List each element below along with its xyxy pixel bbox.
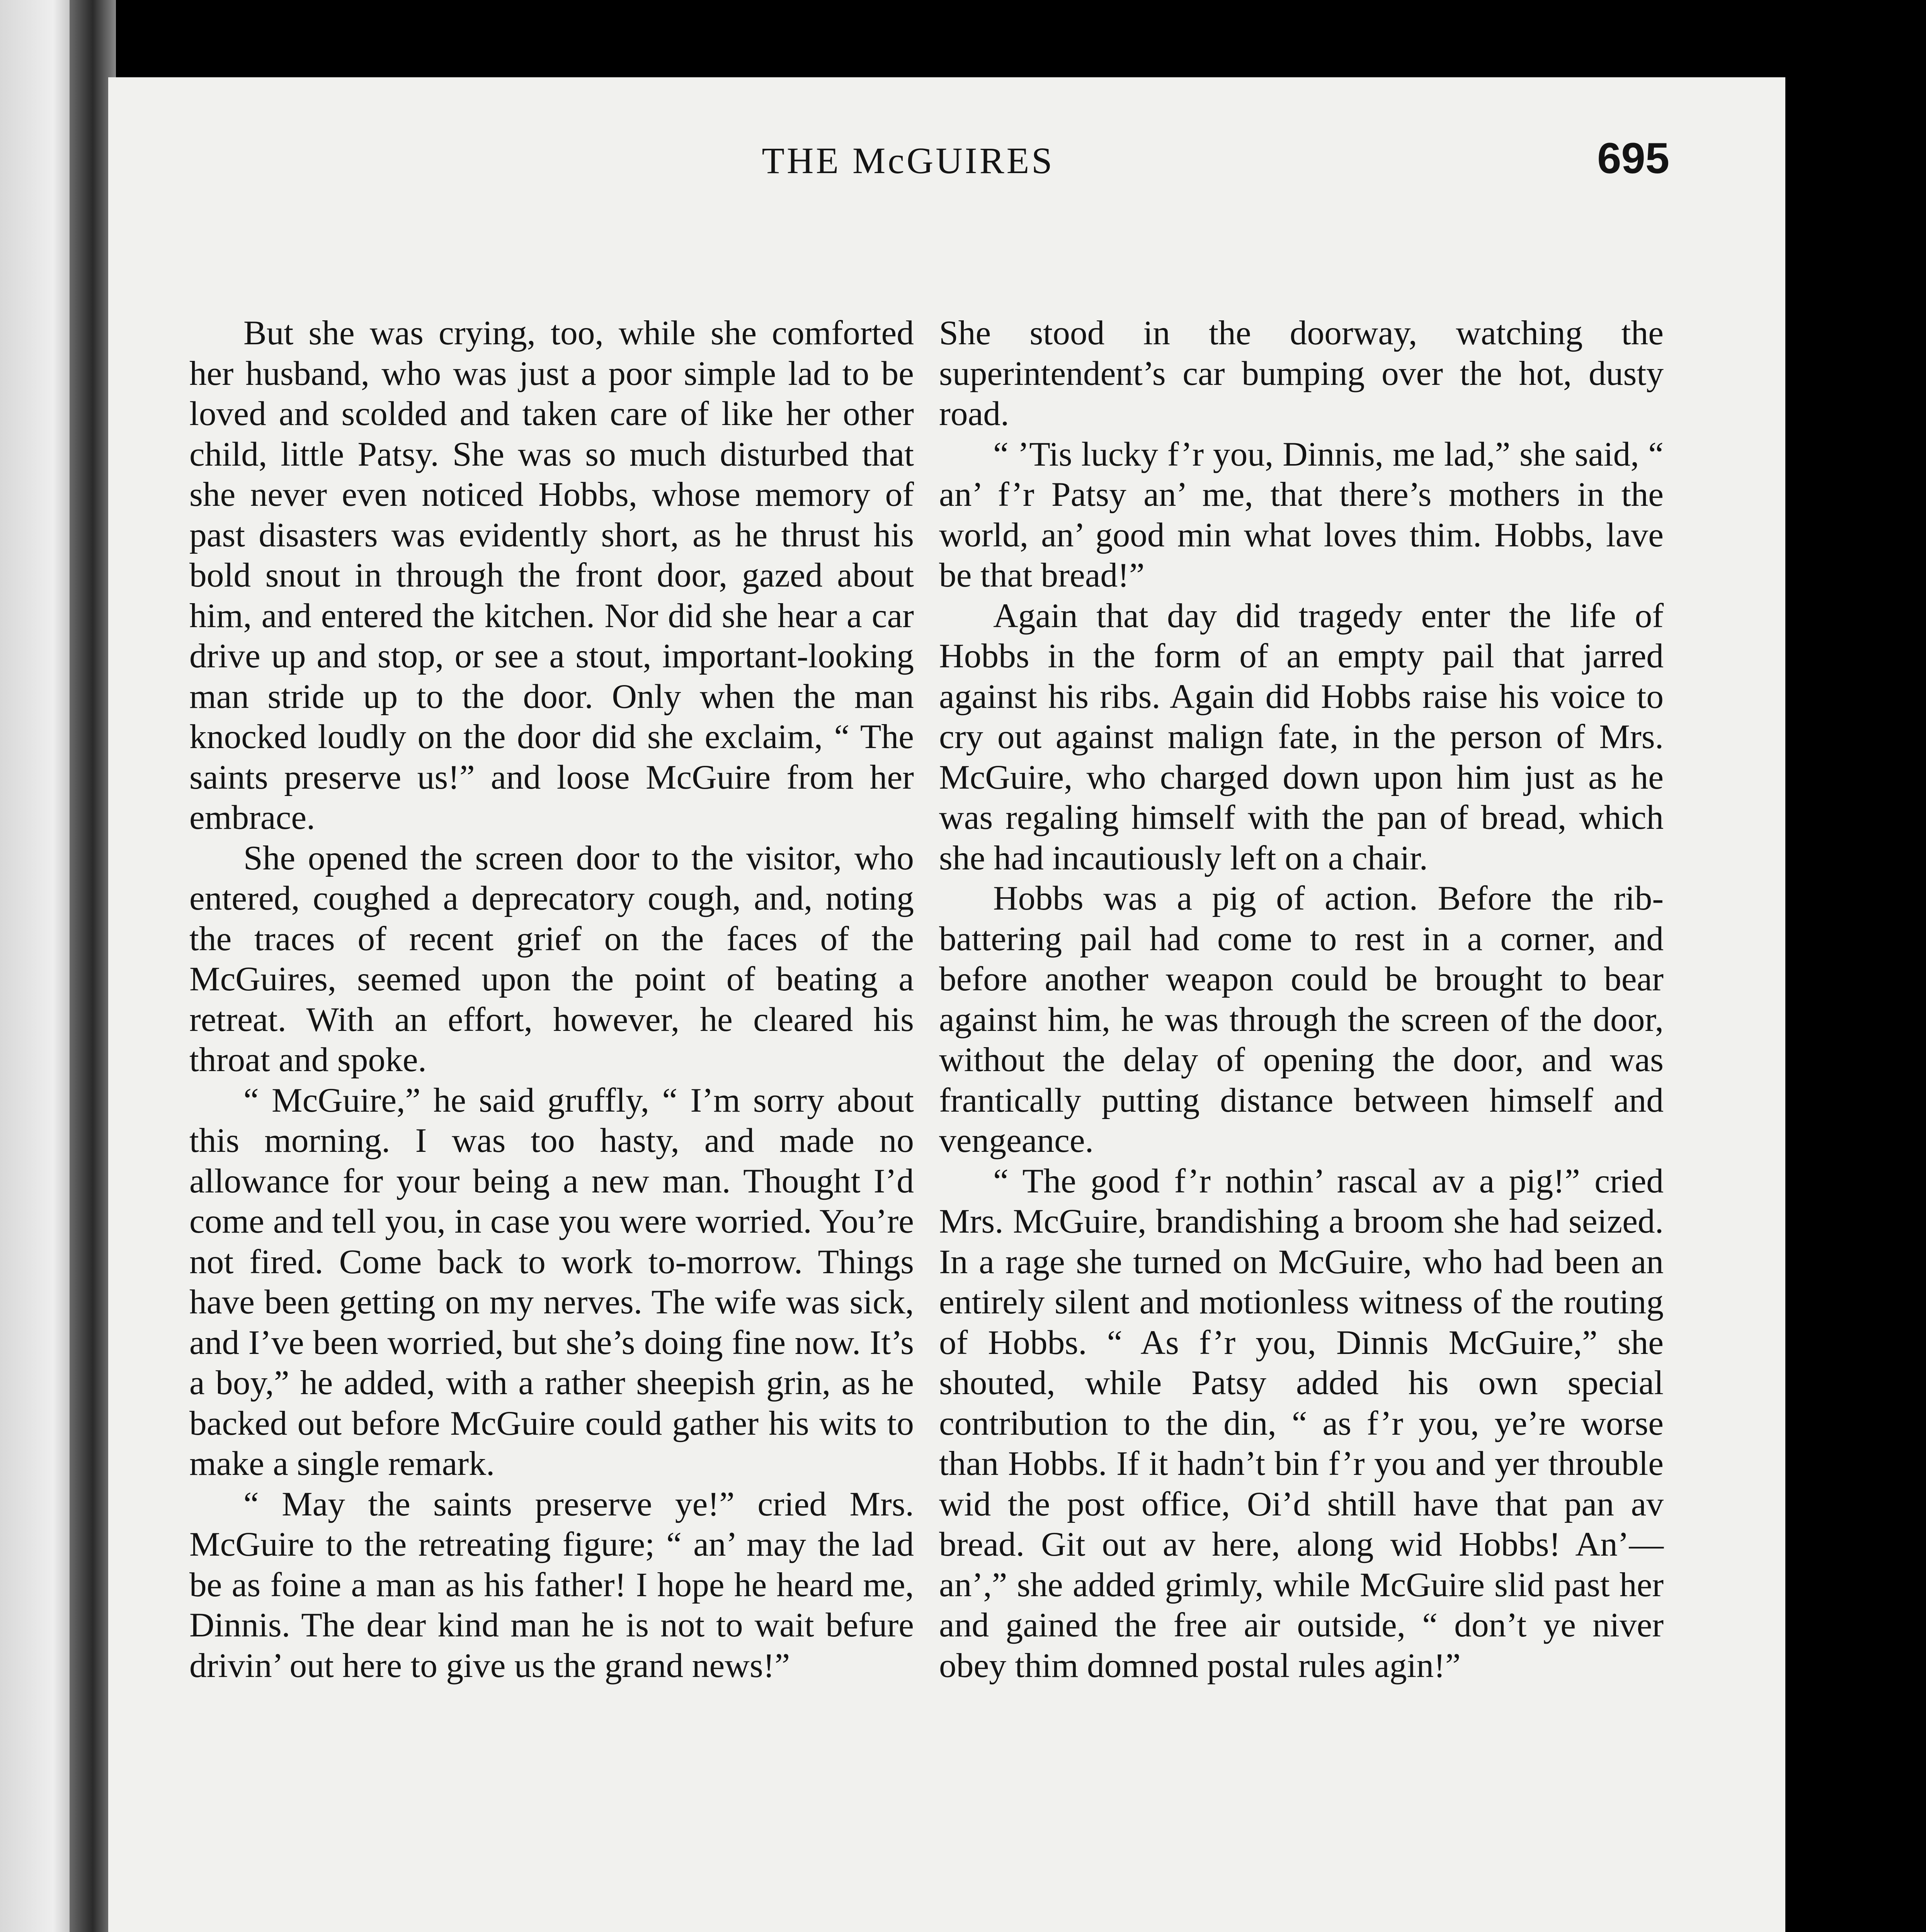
page-number: 695 [1597,134,1669,182]
paragraph: Again that day did tragedy enter the life of Hobbs in the form of an empty pail that jarred against his ribs. Again did Hobbs raise his voice to cry out against malign fate, in the person of Mrs. McGuire, who charged down upon him just as he was regaling himself with the pan of bread, which she had incautiously left on a chair. [939,596,1664,877]
paragraph: “ The good f’r nothin’ rascal av a pig!” cried Mrs. McGuire, brandishing a broom she had seized. In a rage she turned on McGuire, who had been an entirely silent and motionless witness of the routing of Hobbs. “ As f’r you, Dinnis McGuire,” she shouted, while Patsy added his own special contribution to the din, “ as f’r you, ye’re worse than Hobbs. If it hadn’t bin f’r you and yer throuble wid the post office, Oi’d shtill have that pan av bread. Git out av here, along wid Hobbs! An’—an’,” she added grimly, while McGuire slid past her and gained the free air outside, “ don’t ye niver obey thim domned postal rules agin!” [939,1162,1664,1685]
paragraph: Hobbs was a pig of action. Before the rib-battering pail had come to rest in a corner, and before another weapon could be brought to bear against him, he was through the screen of the door, without the delay of opening the door, and was frantically putting distance between himself and vengeance. [939,879,1664,1160]
running-title: THE McGUIRES [762,140,1055,181]
paragraph: She opened the screen door to the visitor, who entered, coughed a deprecatory cough, and, noting the traces of recent grief on the faces of the McGuires, seemed upon the point of beating a retreat. With an effort, however, he cleared his throat and spoke. [189,838,914,1079]
paragraph: “ May the saints preserve ye!” cried Mrs. McGuire to the retreating figure; “ an’ may the lad be as foine a man as his father! I hope he heard me, Dinnis. The dear kind man he is not to wait befure drivin’ out here to give us the grand news!” [189,1485,914,1685]
paragraph: “ ’Tis lucky f’r you, Dinnis, me lad,” she said, “ an’ f’r Patsy an’ me, that there’s mothers in the world, an’ good min what loves thim. Hobbs, lave be that bread!” [939,435,1664,594]
paragraph: But she was crying, too, while she comforted her husband, who was just a poor simple lad to be loved and scolded and taken care of like her other child, little Patsy. She was so much disturbed that she never even noticed Hobbs, whose memory of past disasters was evidently short, as he thrust his bold snout in through the front door, gazed about him, and entered the kitchen. Nor did she hear a car drive up and stop, or see a stout, important-looking man stride up to the door. Only when the man knocked loudly on the door did she exclaim, “ The saints preserve us!” and loose McGuire from her embrace. [189,314,914,837]
paragraph: “ McGuire,” he said gruffly, “ I’m sorry about this morning. I was too hasty, and made no allowance for your being a new man. Thought I’d come and tell you, in case you were worried. You’re not fired. Come back to work to-morrow. Things have been getting on my nerves. The wife was sick, and I’ve been worried, but she’s doing fine now. It’s a boy,” he added, with a rather sheepish grin, as he backed out before McGuire could gather his wits to make a single remark. [189,1081,914,1483]
left-column [189,313,914,1686]
paragraph: She stood in the doorway, watching the superintendent’s car bumping over the hot, dusty road. [939,314,1664,433]
right-column [939,313,1664,1686]
